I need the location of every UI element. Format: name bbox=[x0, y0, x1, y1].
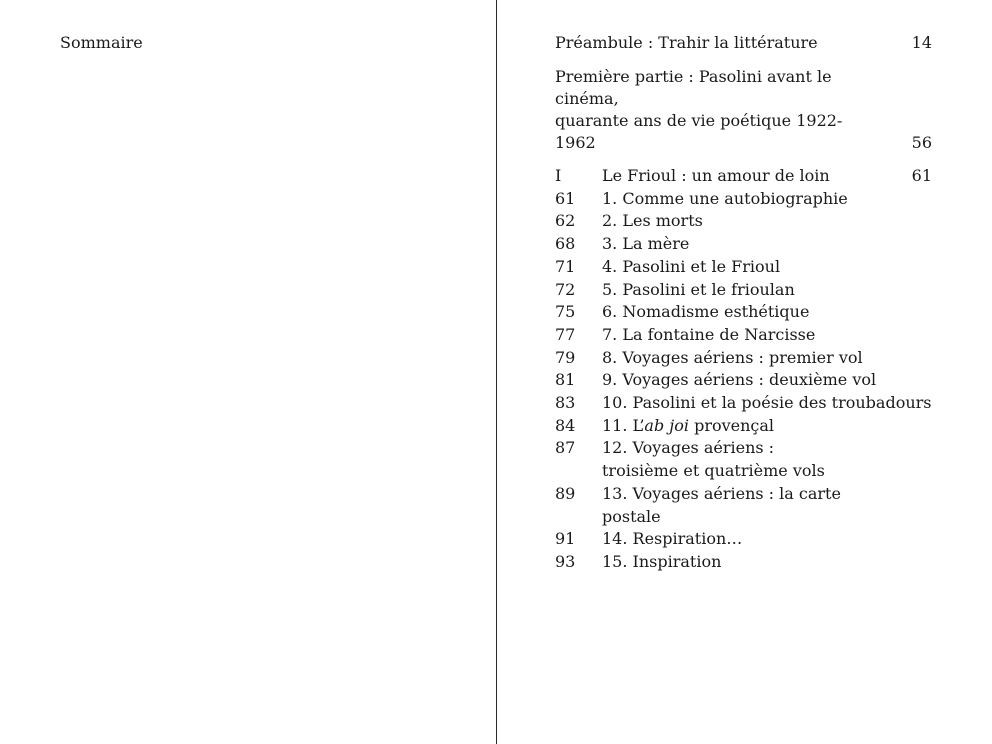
section-page: 75 bbox=[555, 302, 576, 322]
toc-section-row[interactable] bbox=[555, 188, 932, 211]
section-title: 5. Pasolini et le frioulan bbox=[602, 279, 795, 299]
section-page: 84 bbox=[555, 415, 576, 435]
section-page: 61 bbox=[555, 188, 576, 208]
section-title-suffix: provençal bbox=[688, 415, 775, 435]
section-title-line2: troisième et quatrième vols bbox=[602, 461, 825, 481]
section-title: 14. Respiration… bbox=[602, 529, 743, 549]
page-heading: Sommaire bbox=[60, 33, 143, 52]
toc-section-row[interactable] bbox=[555, 551, 932, 574]
section-page: 77 bbox=[555, 324, 576, 344]
toc-entry-title-line1: Première partie : Pasolini avant le cinéma, bbox=[555, 67, 832, 108]
section-title: 13. Voyages aériens : la carte postale bbox=[602, 483, 841, 526]
section-title: 6. Nomadisme esthétique bbox=[602, 302, 810, 322]
section-title bbox=[602, 437, 932, 482]
toc-section-row[interactable] bbox=[555, 301, 932, 324]
toc-entry-preamble[interactable] bbox=[555, 32, 932, 54]
section-title: 4. Pasolini et le Frioul bbox=[602, 256, 781, 276]
section-title: 9. Voyages aériens : deuxième vol bbox=[602, 370, 877, 390]
section-title: 7. La fontaine de Narcisse bbox=[602, 324, 816, 344]
section-title: 15. Inspiration bbox=[602, 551, 722, 571]
toc-entry-page: 56 bbox=[911, 133, 932, 152]
section-title: 1. Comme une autobiographie bbox=[602, 188, 848, 208]
toc-section-row[interactable] bbox=[555, 324, 932, 347]
section-page: 81 bbox=[555, 370, 576, 390]
section-title: 8. Voyages aériens : premier vol bbox=[602, 347, 863, 367]
toc-entry-part-one[interactable] bbox=[555, 66, 932, 154]
section-page: 79 bbox=[555, 347, 576, 367]
chapter-page: 61 bbox=[911, 166, 932, 185]
toc-section-row[interactable] bbox=[555, 256, 932, 279]
section-page: 68 bbox=[555, 234, 576, 254]
table-of-contents bbox=[555, 32, 932, 574]
toc-section-row[interactable] bbox=[555, 233, 932, 256]
section-title bbox=[602, 415, 932, 438]
toc-section-row[interactable] bbox=[555, 528, 932, 551]
right-page bbox=[497, 0, 992, 744]
toc-entry-page: 14 bbox=[911, 33, 932, 52]
section-page: 62 bbox=[555, 211, 576, 231]
toc-entry-title-line2: quarante ans de vie poétique 1922-1962 bbox=[555, 111, 843, 152]
chapter-title: Le Frioul : un amour de loin bbox=[602, 166, 830, 185]
toc-section-row[interactable] bbox=[555, 415, 932, 438]
toc-section-row[interactable] bbox=[555, 279, 932, 302]
toc-chapter-row[interactable] bbox=[555, 165, 932, 188]
section-title: 3. La mère bbox=[602, 234, 690, 254]
section-title-prefix: 11. L’ bbox=[602, 415, 645, 435]
section-title: 2. Les morts bbox=[602, 211, 703, 231]
toc-section-row[interactable] bbox=[555, 437, 932, 482]
toc-section-row[interactable] bbox=[555, 347, 932, 370]
section-title: 10. Pasolini et la poésie des troubadours bbox=[602, 393, 932, 413]
section-page: 83 bbox=[555, 393, 576, 413]
toc-section-row[interactable] bbox=[555, 483, 932, 528]
section-page: 87 bbox=[555, 438, 576, 458]
section-page: 93 bbox=[555, 551, 576, 571]
section-title-italic: ab joi bbox=[644, 415, 689, 435]
section-page: 89 bbox=[555, 483, 576, 503]
chapter-number: I bbox=[555, 166, 562, 185]
section-page: 91 bbox=[555, 529, 576, 549]
toc-entry-title: Préambule : Trahir la littérature bbox=[555, 33, 818, 52]
toc-section-row[interactable] bbox=[555, 210, 932, 233]
section-page: 72 bbox=[555, 279, 576, 299]
section-title-line1: 12. Voyages aériens : bbox=[602, 438, 775, 458]
toc-section-row[interactable] bbox=[555, 369, 932, 392]
section-page: 71 bbox=[555, 256, 576, 276]
toc-section-row[interactable] bbox=[555, 392, 932, 415]
